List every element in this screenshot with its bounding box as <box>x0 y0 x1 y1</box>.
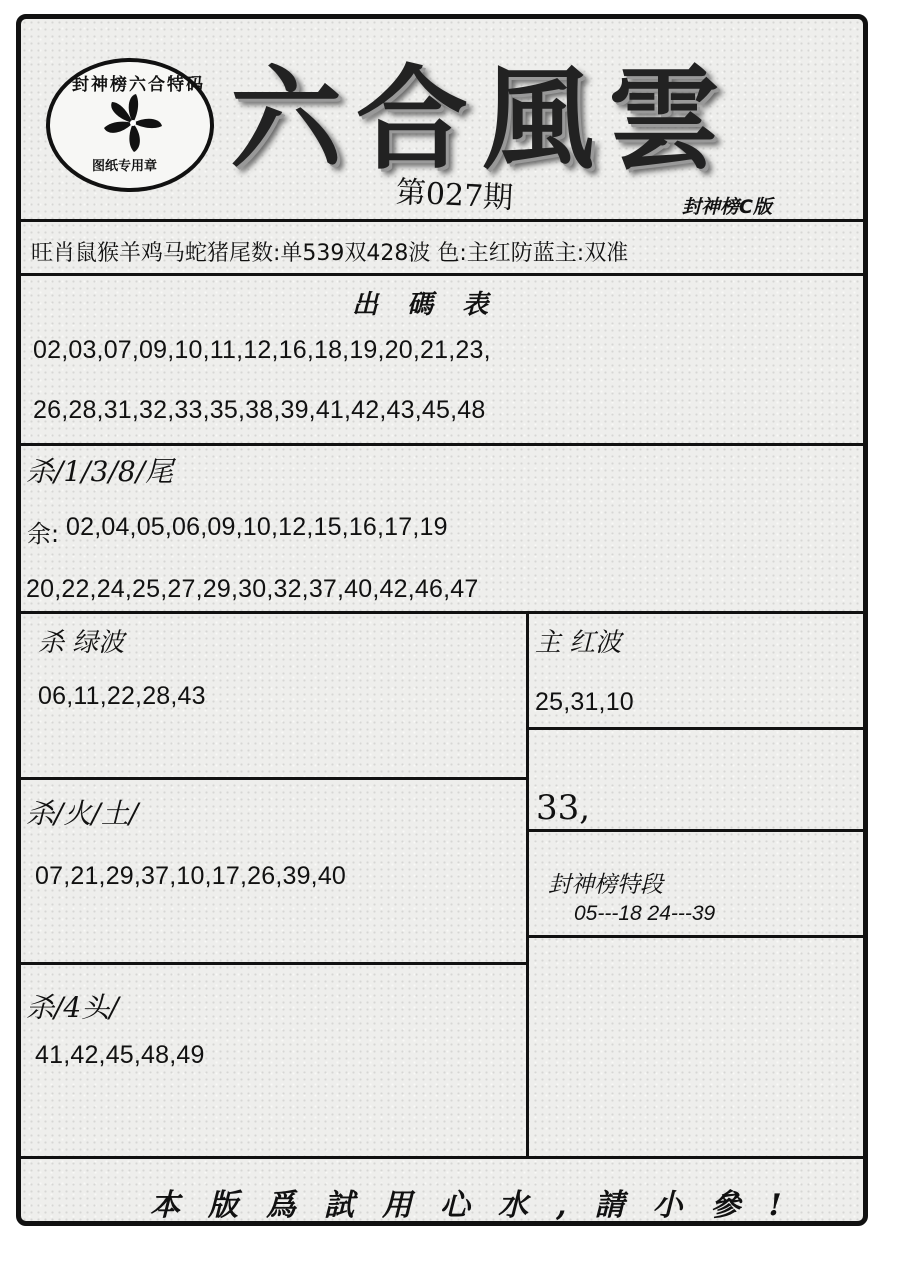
info-line: 旺肖鼠猴羊鸡马蛇猪尾数:单539双428波 色:主红防蓝主:双准 <box>31 241 629 266</box>
issue-number: 第027期 <box>394 174 514 217</box>
segment-value: 05---18 24---39 <box>574 902 716 925</box>
chuma-row-2: 26,28,31,32,33,35,38,39,41,42,43,45,48 <box>33 396 486 424</box>
divider <box>21 962 528 965</box>
seal-stamp <box>46 58 214 192</box>
red-wave-title: 主 红波 <box>535 628 622 658</box>
divider <box>21 611 864 614</box>
chuma-title: 出 碼 表 <box>352 290 499 320</box>
seal-ring-text: 封神榜六合特码 <box>72 75 205 95</box>
heads-numbers: 41,42,45,48,49 <box>35 1041 205 1069</box>
tail-title: 杀/1/3/8/尾 <box>26 455 174 488</box>
footer-disclaimer: 本版爲試用心水,請小參! <box>150 1188 810 1223</box>
green-wave-numbers: 06,11,22,28,43 <box>38 682 206 710</box>
green-wave-title: 杀 绿波 <box>38 628 125 658</box>
fire-earth-title: 杀/火/土/ <box>26 797 139 830</box>
divider <box>21 273 864 276</box>
fire-earth-numbers: 07,21,29,37,10,17,26,39,40 <box>35 862 347 890</box>
divider <box>528 829 864 832</box>
special-number: 33, <box>536 788 591 828</box>
tail-row-2: 20,22,24,25,27,29,30,32,37,40,42,46,47 <box>26 575 479 603</box>
divider <box>528 935 864 938</box>
segment-title: 封神榜特段 <box>548 872 663 898</box>
red-wave-numbers: 25,31,10 <box>535 688 634 716</box>
divider <box>21 443 864 446</box>
main-title: 六合風雲 <box>230 54 734 185</box>
chuma-row-1: 02,03,07,09,10,11,12,16,18,19,20,21,23, <box>33 336 491 364</box>
divider <box>21 219 864 222</box>
divider <box>21 777 528 780</box>
tail-remain-label: 余: <box>27 520 60 548</box>
tail-row-1: 02,04,05,06,09,10,12,15,16,17,19 <box>66 513 448 541</box>
edition-label: 封神榜C版 <box>682 196 772 218</box>
bauhinia-flower-icon <box>100 90 166 156</box>
seal-footer-text: 图纸专用章 <box>92 159 158 174</box>
divider <box>21 1156 864 1159</box>
heads-title: 杀/4头/ <box>26 991 119 1024</box>
divider <box>528 727 864 730</box>
column-divider <box>526 611 529 1159</box>
